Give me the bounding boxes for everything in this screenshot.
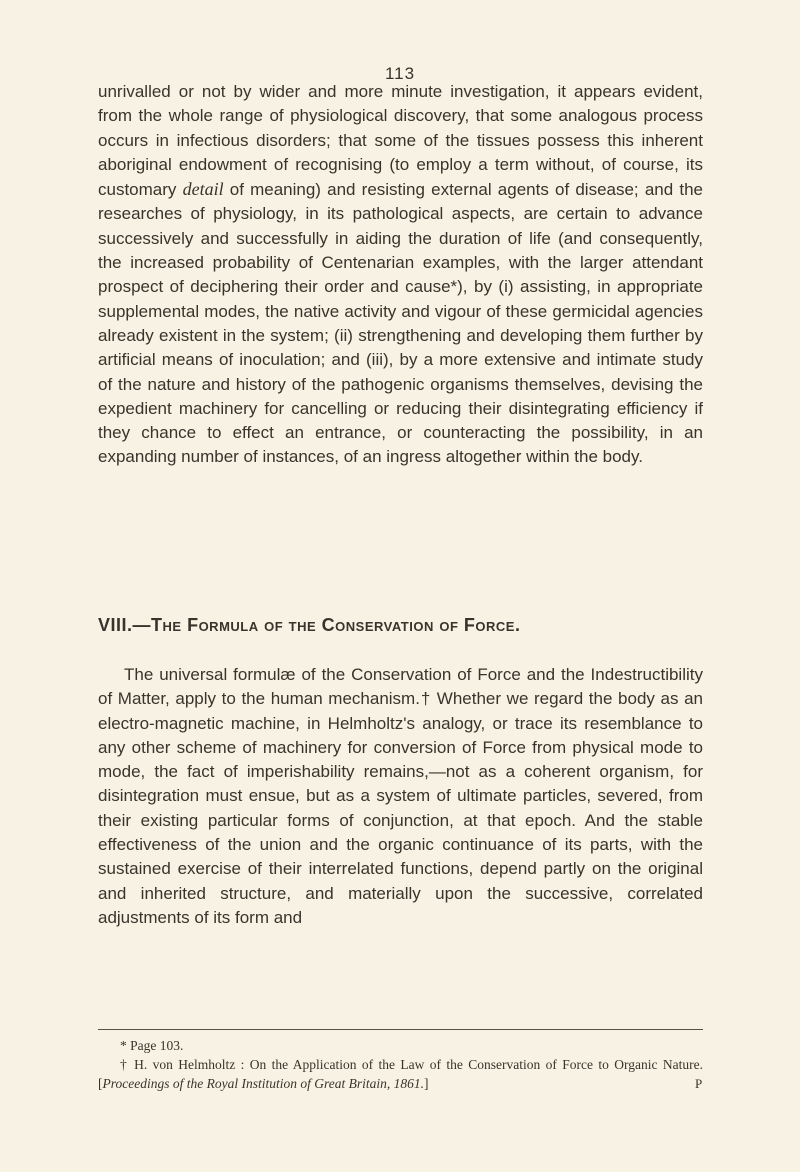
body-paragraph-1 xyxy=(98,80,703,470)
section-number: VIII.— xyxy=(98,615,152,635)
footnote-2-citation: Proceedings of the Royal Institution of Great Britain, 1861. xyxy=(102,1076,424,1091)
paragraph-1-part-a: unrivalled or not by wider and more minute investigation, it appears evident, from the whole range of physiological discovery, that some analogous process occurs in infectious disorders; that some of the tissues possess this inherent aboriginal endowment of recognising (to employ a term without, of course, its customary xyxy=(98,82,703,200)
footnote-2-text: † H. von Helmholtz : On the Application of the Law of the Conservation of Force to Organic Nature. [ xyxy=(98,1057,703,1091)
signature-mark: P xyxy=(695,1076,703,1091)
page-number: 113 xyxy=(384,64,416,83)
italic-word-detail: detail xyxy=(182,179,224,200)
footnote-divider xyxy=(98,1029,703,1030)
section-heading xyxy=(98,615,703,636)
footnote-2 xyxy=(98,1055,703,1093)
section-title: The Formula of the Conservation of Force. xyxy=(151,615,521,635)
footnote-2-close: ] xyxy=(423,1076,429,1091)
paragraph-1-part-b: of meaning) and resisting external agents of disease; and the researches of physiology, in its pathological aspects, are certain to advance successively and successfully in aiding the duration of life (and consequently, the increased probability of Centenarian examples, with the larger attendant prospect of deciphering their order and cause*), by (i) assisting, in appropriate supplemental modes, the native activity and vigour of these germicidal agencies already existent in the system; (ii) strengthening and developing them further by artificial means of inoculation; and (iii), by a more extensive and intimate study of the nature and history of the pathogenic organisms themselves, devising the expedient machinery for cancelling or reducing their disintegrating efficiency if they chance to effect an entrance, or counteracting the possibility, in an expanding number of instances, of an ingress altogether within the body. xyxy=(98,180,703,467)
body-paragraph-2: The universal formulæ of the Conservation of Force and the Indestructibility of Matter, apply to the human mechanism.† Whether we regard the body as an electro-magnetic machine, in Helmholtz's analogy, or trace its resemblance to any other scheme of machinery for conversion of Force from physical mode to mode, the fact of imperishability remains,—not as a coherent organism, for disintegration must ensue, but as a system of ultimate particles, severed, from their existing particular forms of conjunction, at that epoch. And the stable effectiveness of the union and the organic continuance of its parts, with the sustained exercise of their interrelated functions, depend partly on the original and inherited structure, and materially upon the successive, correlated adjustments of its form and xyxy=(98,665,703,927)
footnotes xyxy=(98,1036,703,1093)
footnote-1: * Page 103. xyxy=(120,1038,184,1053)
